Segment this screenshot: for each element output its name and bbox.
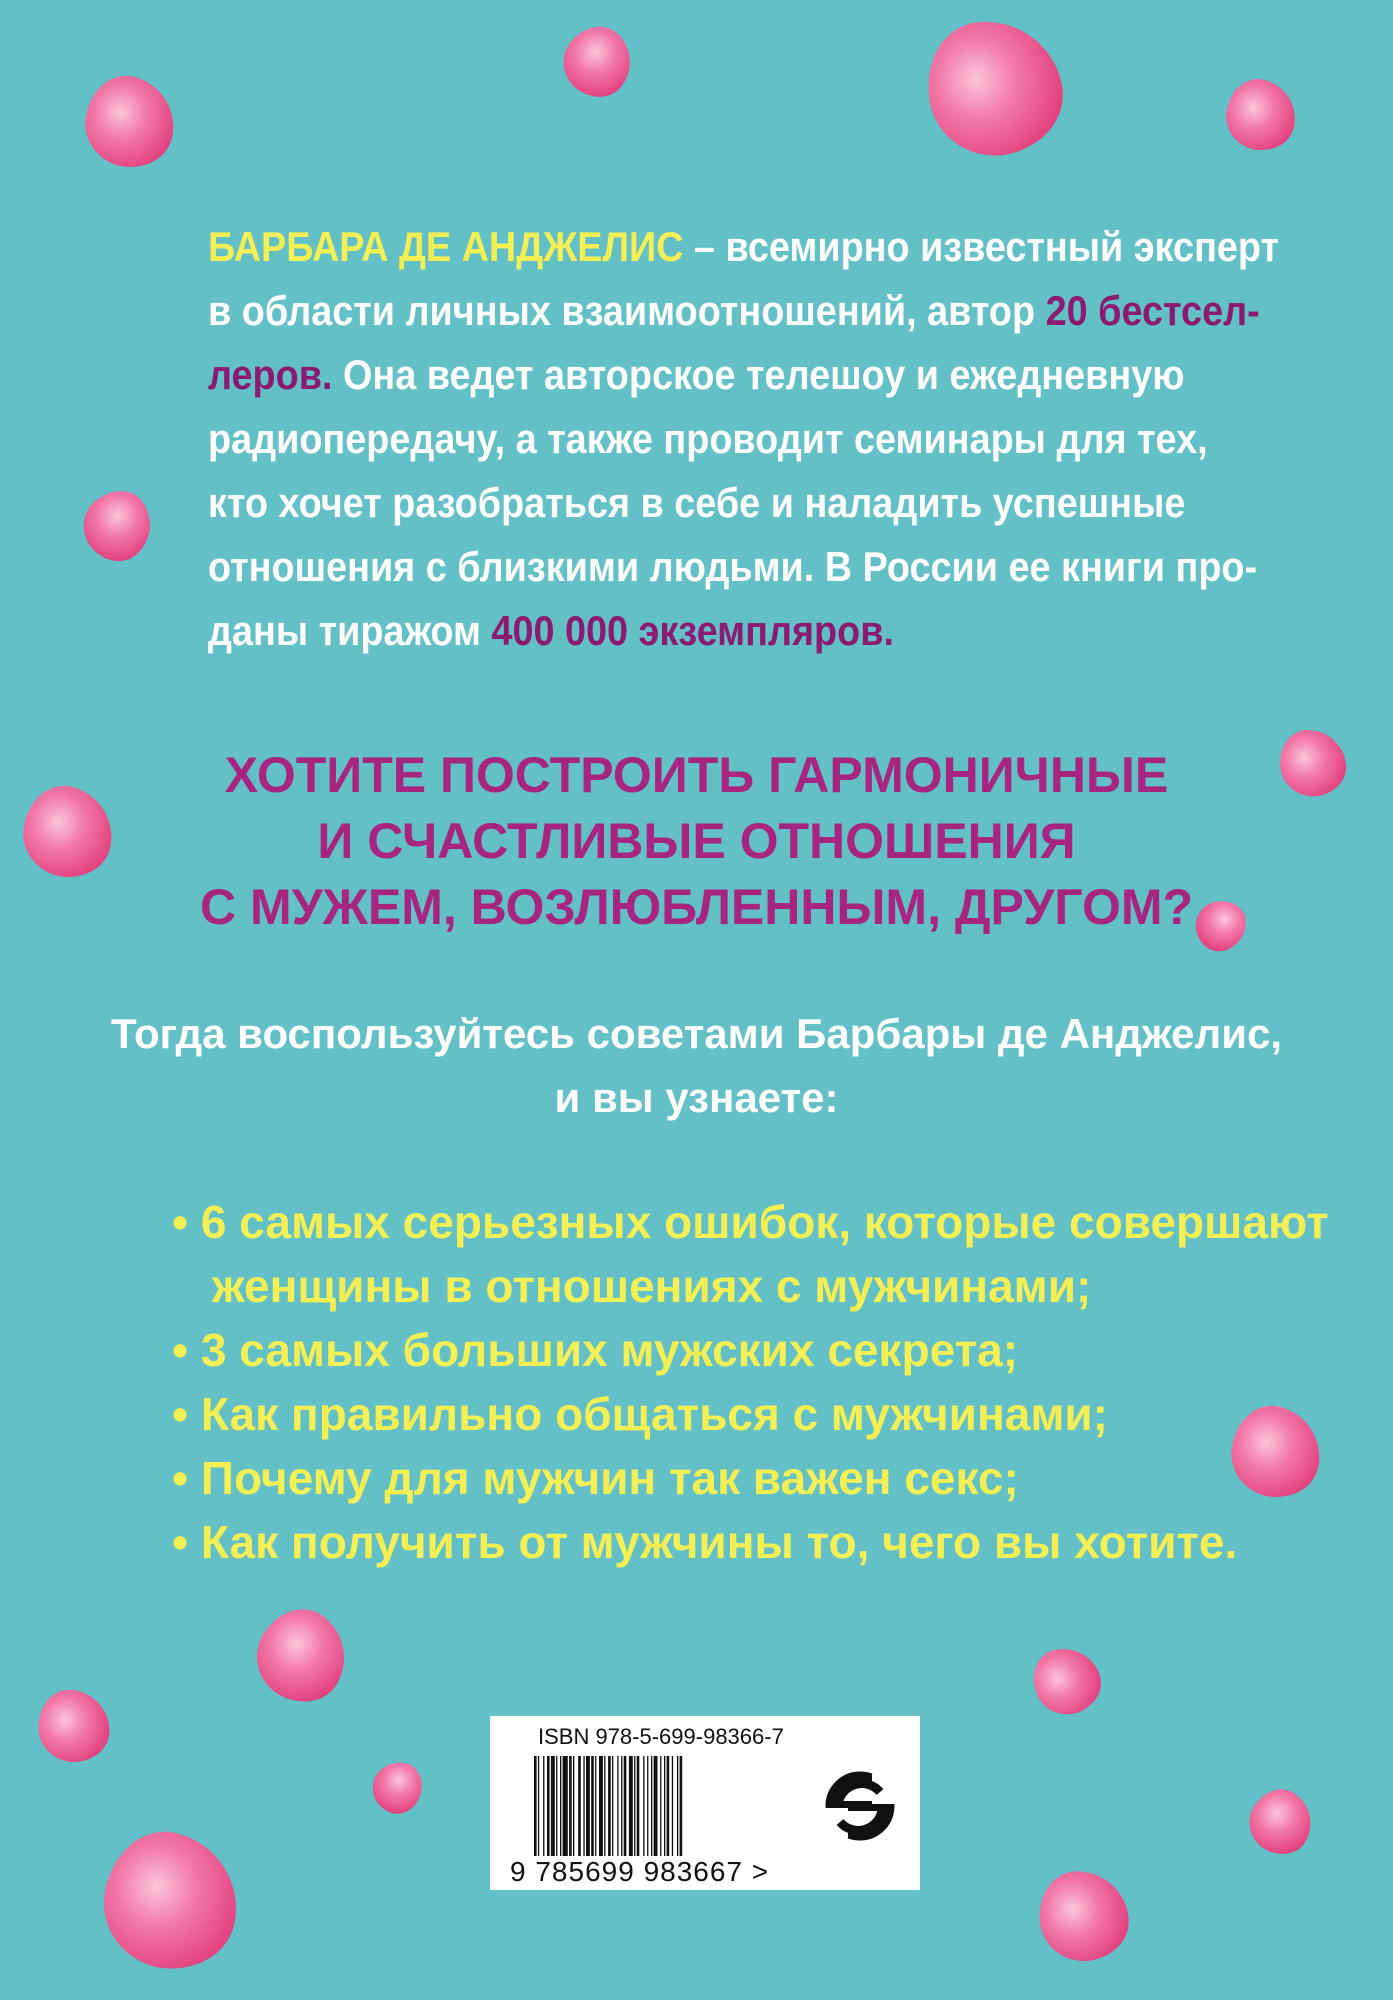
list-item: • Почему для мужчин так важен секс;: [172, 1452, 1019, 1504]
eksmo-logo-icon: [818, 1764, 902, 1848]
bio-line: кто хочет разобраться в себе и наладить успешные: [208, 479, 1186, 526]
copies-highlight: 400 000 экземпляров.: [491, 607, 894, 654]
rose-petal-icon: [897, 0, 1093, 189]
benefits-list: [172, 1190, 1329, 1574]
bio-line: БАРБАРА ДЕ АНДЖЕЛИС – всемирно известный эксперт: [208, 223, 1280, 270]
bio-line: отношения с близкими людьми. В России ее книги про-: [208, 543, 1258, 590]
list-item: • Как правильно общаться с мужчинами;: [172, 1388, 1108, 1440]
barcode-panel: [490, 1716, 920, 1890]
rose-petal-icon: [80, 72, 180, 172]
list-item: • Как получить от мужчины то, чего вы хотите.: [172, 1516, 1238, 1568]
list-item-continuation: женщины в отношениях с мужчинами;: [212, 1260, 1092, 1312]
rose-petal-icon: [237, 1590, 367, 1722]
rose-petal-icon: [359, 1749, 438, 1828]
intro-text: Тогда воспользуйтесь советами Барбары де Анджелис, и вы узнаете:: [110, 1010, 1283, 1121]
isbn-label: ISBN 978-5-699-98366-7: [538, 1724, 784, 1749]
author-bio: [208, 215, 1280, 663]
question-heading: ХОТИТЕ ПОСТРОИТЬ ГАРМОНИЧНЫЕ И СЧАСТЛИВЫЕ ОТНОШЕНИЯ С МУЖЕМ, ВОЗЛЮБЛЕННЫМ, ДРУГОМ?: [199, 747, 1194, 935]
list-item: • 6 самых серьезных ошибок, которые совершают: [172, 1196, 1329, 1248]
rose-petal-icon: [1016, 1630, 1117, 1731]
rose-petal-icon: [545, 8, 651, 115]
barcode-icon: [534, 1756, 804, 1856]
rose-petal-icon: [1234, 1772, 1327, 1871]
rose-petal-icon: [64, 472, 171, 579]
rose-petal-icon: [1021, 1854, 1147, 1978]
barcode-digits: 9 785699 983667 >: [510, 1856, 770, 1887]
bio-line: в области личных взаимоотношений, автор 20 бестсел-: [208, 287, 1260, 334]
author-name: БАРБАРА ДЕ АНДЖЕЛИС: [208, 223, 684, 270]
rose-petal-icon: [20, 1678, 128, 1773]
bio-line: радиопередачу, а также проводит семинары для тех,: [208, 415, 1208, 462]
bio-line: леров. Она ведет авторское телешоу и ежедневную: [208, 351, 1185, 398]
bestsellers-highlight: 20 бестсел-: [1045, 287, 1260, 334]
rose-petal-icon: [96, 1826, 246, 1976]
bio-line: даны тиражом 400 000 экземпляров.: [208, 607, 894, 654]
list-item: • 3 самых больших мужских секрета;: [172, 1324, 1019, 1376]
rose-petal-icon: [1222, 74, 1300, 156]
